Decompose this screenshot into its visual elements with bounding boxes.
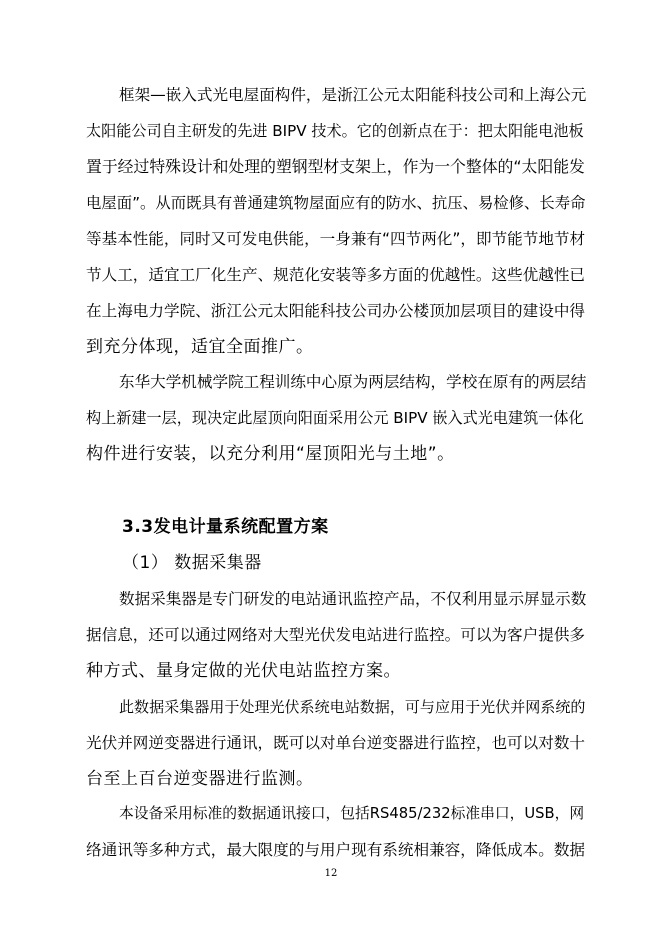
paragraph-line: 框架—嵌入式光电屋面构件，是浙江公元太阳能科技公司和上海公元 bbox=[119, 86, 587, 104]
paragraph-line: 构件进行安装，以充分利用“屋顶阳光与土地”。 bbox=[86, 444, 455, 464]
paragraph-line: 光伏并网逆变器进行通讯，既可以对单台逆变器进行监控，也可以对数十 bbox=[86, 734, 586, 752]
subheading: （1） 数据采集器 bbox=[122, 553, 262, 573]
paragraph-line: 此数据采集器用于处理光伏系统电站数据，可与应用于光伏并网系统的 bbox=[119, 698, 586, 716]
paragraph-line: 在上海电力学院、浙江公元太阳能科技公司办公楼顶加层项目的建设中得 bbox=[86, 302, 586, 320]
paragraph-line: 东华大学机械学院工程训练中心原为两层结构，学校在原有的两层结 bbox=[119, 373, 587, 391]
paragraph-line: 种方式、量身定做的光伏电站监控方案。 bbox=[86, 661, 401, 681]
paragraph-line: 数据采集器是专门研发的电站通讯监控产品，不仅利用显示屏显示数 bbox=[119, 590, 587, 608]
paragraph-line: 节人工，适宜工厂化生产、规范化安装等多方面的优越性。这些优越性已 bbox=[86, 266, 586, 284]
paragraph-line: 等基本性能，同时又可发电供能，一身兼有“四节两化”，即节能节地节材 bbox=[86, 230, 586, 248]
section-heading: 3.3发电计量系统配置方案 bbox=[122, 517, 329, 537]
paragraph-line: 本设备采用标准的数据通讯接口，包括RS485/232标准串口，USB，网 bbox=[119, 805, 585, 822]
paragraph-line: 置于经过特殊设计和处理的塑钢型材支架上，作为一个整体的“太阳能发 bbox=[86, 157, 585, 176]
paragraph-line: 太阳能公司自主研发的先进 BIPV 技术。它的创新点在于：把太阳能电池板 bbox=[86, 122, 584, 140]
paragraph-line: 到充分体现，适宜全面推广。 bbox=[86, 337, 314, 357]
page-number: 12 bbox=[324, 868, 338, 879]
paragraph-line: 构上新建一层，现决定此屋顶向阳面采用公元 BIPV 嵌入式光电建筑一体化 bbox=[86, 409, 584, 427]
paragraph-line: 据信息，还可以通过网络对大型光伏发电站进行监控。可以为客户提供多 bbox=[86, 626, 586, 644]
paragraph-line: 络通讯等多种方式，最大限度的与用户现有系统相兼容，降低成本。数据 bbox=[86, 841, 586, 859]
paragraph-line: 台至上百台逆变器进行监测。 bbox=[86, 769, 314, 789]
paragraph-line: 电屋面”。从而既具有普通建筑物屋面应有的防水、抗压、易检修、长寿命 bbox=[86, 194, 586, 212]
